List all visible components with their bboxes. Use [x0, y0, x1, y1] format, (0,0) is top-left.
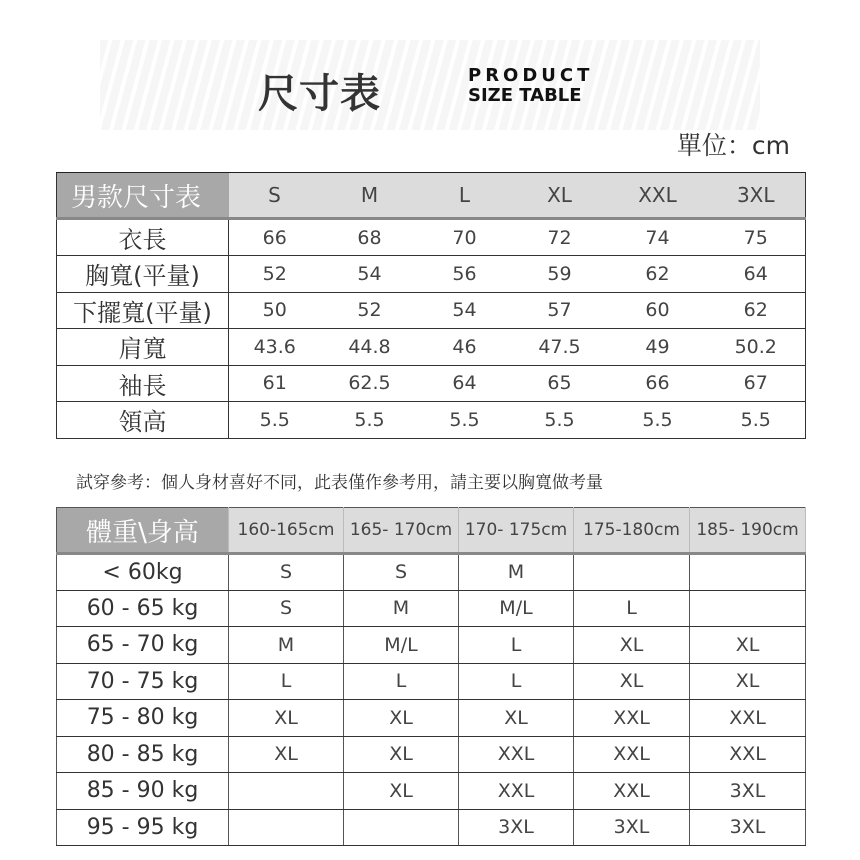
weight-label: 60 - 65 kg	[57, 590, 229, 627]
fit-size: L	[459, 627, 574, 664]
cell-value: 50.2	[707, 329, 806, 366]
fit-size: 3XL	[690, 809, 806, 846]
fit-size: L	[459, 663, 574, 700]
fit-note: 試穿參考：個人身材喜好不同，此表僅作參考用，請主要以胸寬做考量	[76, 473, 603, 493]
size-table-corner: 男款尺寸表	[57, 173, 229, 219]
weight-label: 80 - 85 kg	[57, 736, 229, 773]
fit-size: M	[344, 590, 459, 627]
cell-value: 66	[229, 219, 321, 256]
fit-size: S	[344, 554, 459, 591]
cell-value: 54	[419, 292, 511, 329]
logo-watermark	[100, 40, 760, 130]
subtitle-line1: PRODUCT	[468, 65, 594, 86]
fit-size	[344, 809, 459, 846]
fit-size: XL	[229, 700, 344, 737]
fit-table-corner: 體重\身高	[57, 508, 229, 554]
cell-value: 62.5	[321, 365, 419, 402]
weight-label: 85 - 90 kg	[57, 773, 229, 810]
table-row	[57, 663, 806, 700]
weight-label: 70 - 75 kg	[57, 663, 229, 700]
fit-size: S	[229, 590, 344, 627]
cell-value: 65	[511, 365, 609, 402]
cell-value: 44.8	[321, 329, 419, 366]
cell-value: 64	[707, 256, 806, 293]
cell-value: 46	[419, 329, 511, 366]
size-header: S	[229, 173, 321, 219]
fit-size: 3XL	[690, 773, 806, 810]
fit-size: M/L	[344, 627, 459, 664]
fit-size: M	[459, 554, 574, 591]
cell-value: 64	[419, 365, 511, 402]
table-row	[57, 292, 806, 329]
fit-size: L	[574, 590, 690, 627]
row-label: 袖長	[57, 365, 229, 402]
cell-value: 57	[511, 292, 609, 329]
weight-label: 95 - 95 kg	[57, 809, 229, 846]
cell-value: 50	[229, 292, 321, 329]
fit-size: XXL	[459, 773, 574, 810]
cell-value: 54	[321, 256, 419, 293]
fit-size	[690, 554, 806, 591]
cell-value: 61	[229, 365, 321, 402]
cell-value: 70	[419, 219, 511, 256]
fit-size: XL	[690, 627, 806, 664]
height-header: 175-180cm	[574, 508, 690, 554]
fit-size: M	[229, 627, 344, 664]
fit-size: XL	[690, 663, 806, 700]
row-label: 胸寬(平量)	[57, 256, 229, 293]
cell-value: 47.5	[511, 329, 609, 366]
table-row	[57, 365, 806, 402]
cell-value: 75	[707, 219, 806, 256]
cell-value: 67	[707, 365, 806, 402]
fit-size	[229, 773, 344, 810]
fit-size: XL	[344, 736, 459, 773]
fit-size: 3XL	[574, 809, 690, 846]
cell-value: 52	[229, 256, 321, 293]
table-row	[57, 627, 806, 664]
fit-table	[56, 507, 806, 846]
page-title: 尺寸表	[258, 71, 381, 117]
fit-size: XXL	[459, 736, 574, 773]
table-row	[57, 700, 806, 737]
cell-value: 68	[321, 219, 419, 256]
cell-value: 56	[419, 256, 511, 293]
cell-value: 49	[609, 329, 707, 366]
size-header: M	[321, 173, 419, 219]
fit-size: XL	[574, 663, 690, 700]
fit-size: 3XL	[459, 809, 574, 846]
cell-value: 59	[511, 256, 609, 293]
row-label: 領高	[57, 402, 229, 439]
fit-size: XL	[459, 700, 574, 737]
table-row	[57, 554, 806, 591]
weight-label: 75 - 80 kg	[57, 700, 229, 737]
fit-size: L	[229, 663, 344, 700]
table-row	[57, 773, 806, 810]
cell-value: 72	[511, 219, 609, 256]
subtitle-line2: SIZE TABLE	[468, 85, 582, 106]
table-row	[57, 809, 806, 846]
row-label: 下擺寬(平量)	[57, 292, 229, 329]
fit-size: M/L	[459, 590, 574, 627]
cell-value: 60	[609, 292, 707, 329]
table-row	[57, 736, 806, 773]
fit-size: XL	[229, 736, 344, 773]
fit-size: L	[344, 663, 459, 700]
height-header: 160-165cm	[229, 508, 344, 554]
row-label: 衣長	[57, 219, 229, 256]
size-header: XXL	[609, 173, 707, 219]
size-header: XL	[511, 173, 609, 219]
cell-value: 5.5	[321, 402, 419, 439]
fit-size	[574, 554, 690, 591]
weight-label: 65 - 70 kg	[57, 627, 229, 664]
cell-value: 5.5	[229, 402, 321, 439]
cell-value: 66	[609, 365, 707, 402]
product-size-table-heading	[468, 66, 593, 106]
cell-value: 43.6	[229, 329, 321, 366]
fit-size: XXL	[690, 736, 806, 773]
table-row	[57, 256, 806, 293]
fit-size: XXL	[690, 700, 806, 737]
table-row	[57, 329, 806, 366]
cell-value: 5.5	[511, 402, 609, 439]
table-row	[57, 219, 806, 256]
cell-value: 5.5	[707, 402, 806, 439]
row-label: 肩寬	[57, 329, 229, 366]
table-row	[57, 402, 806, 439]
cell-value: 52	[321, 292, 419, 329]
fit-size	[690, 590, 806, 627]
fit-size: XXL	[574, 773, 690, 810]
cell-value: 5.5	[609, 402, 707, 439]
unit-label: 單位：cm	[676, 131, 790, 160]
cell-value: 62	[609, 256, 707, 293]
cell-value: 62	[707, 292, 806, 329]
fit-size: XXL	[574, 700, 690, 737]
size-header: L	[419, 173, 511, 219]
fit-size: XL	[574, 627, 690, 664]
height-header: 170- 175cm	[459, 508, 574, 554]
weight-label: < 60kg	[57, 554, 229, 591]
height-header: 185- 190cm	[690, 508, 806, 554]
fit-size: XL	[344, 773, 459, 810]
cell-value: 74	[609, 219, 707, 256]
size-table	[56, 172, 806, 439]
fit-size: XL	[344, 700, 459, 737]
size-header: 3XL	[707, 173, 806, 219]
table-row	[57, 590, 806, 627]
fit-size	[229, 809, 344, 846]
fit-size: XXL	[574, 736, 690, 773]
fit-size: S	[229, 554, 344, 591]
height-header: 165- 170cm	[344, 508, 459, 554]
cell-value: 5.5	[419, 402, 511, 439]
